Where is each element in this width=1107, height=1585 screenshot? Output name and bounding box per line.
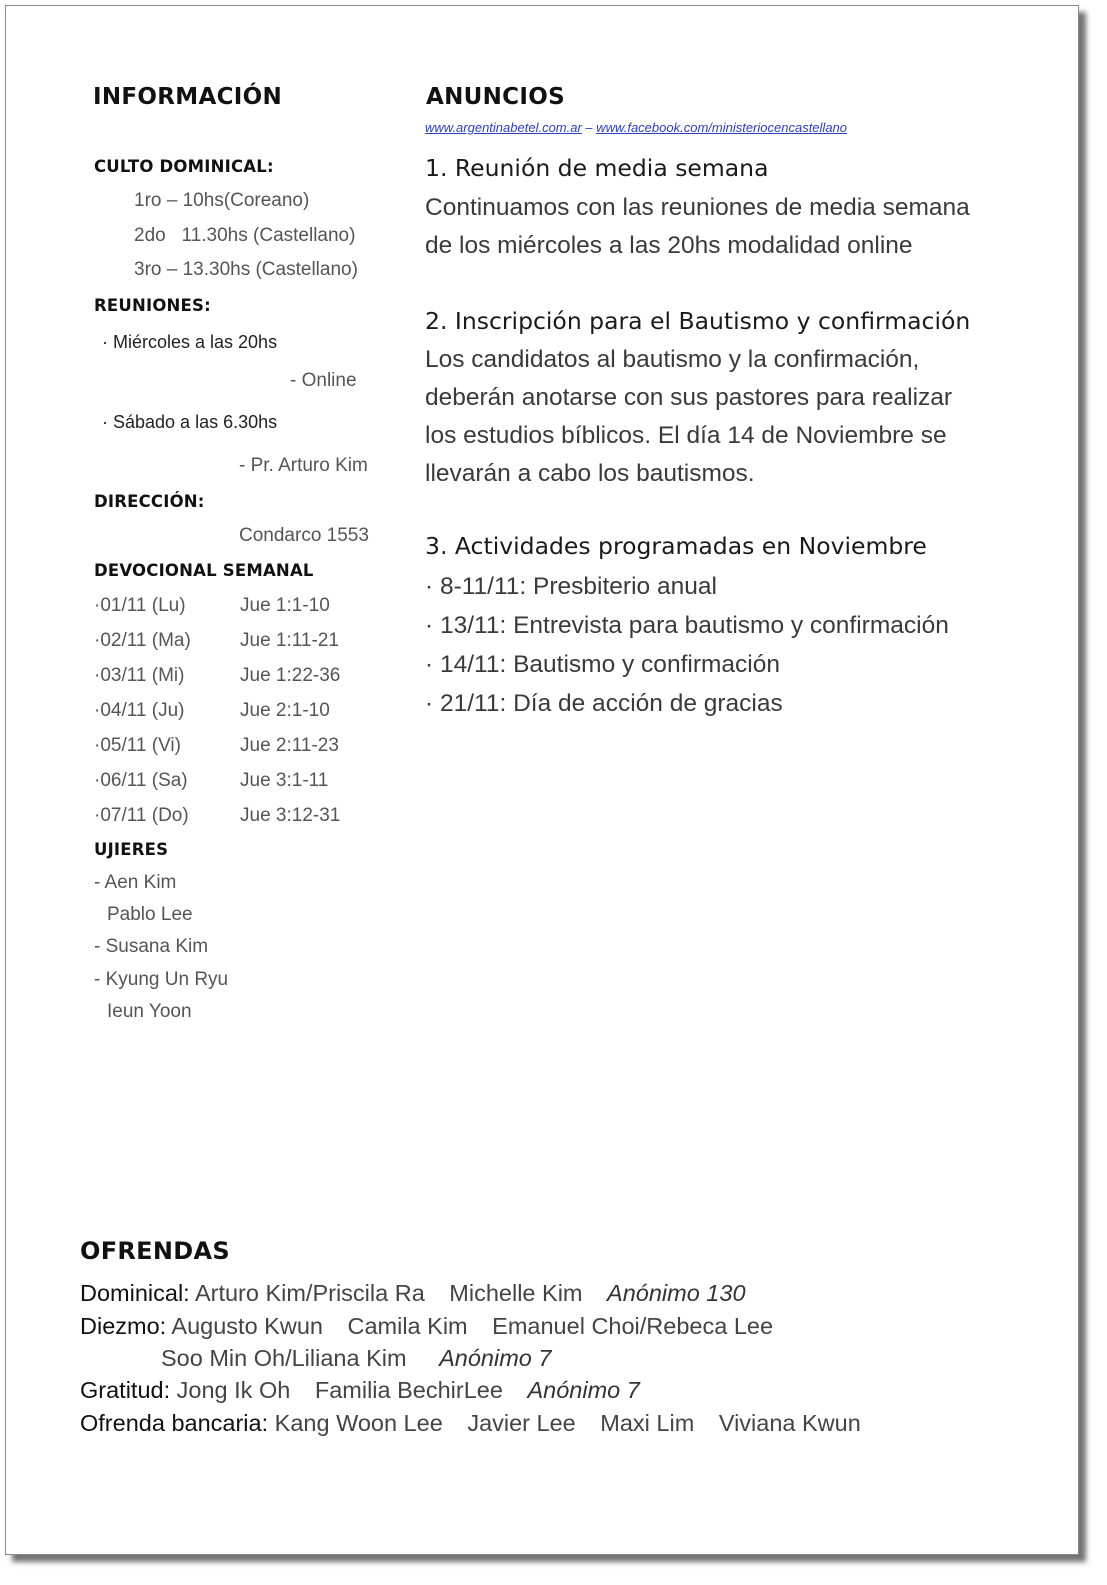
ofrenda-name: Familia BechirLee <box>314 1377 503 1403</box>
announcement-title: 2. Inscripción para el Bautismo y confirmación <box>425 307 971 335</box>
reunion-item-sub: - Pr. Arturo Kim <box>239 455 368 476</box>
devocional-date: ·02/11 (Ma) <box>94 630 191 651</box>
devocional-ref: Jue 2:11-23 <box>240 735 339 756</box>
ofrenda-diezmo <box>80 1313 791 1340</box>
announcement-line: Continuamos con las reuniones de media semana <box>425 194 970 221</box>
ofrenda-name: Michelle Kim <box>449 1280 583 1306</box>
announcement-title: 3. Actividades programadas en Noviembre <box>425 532 927 560</box>
reuniones-heading: REUNIONES: <box>94 296 211 315</box>
ofrenda-label: Dominical: <box>80 1280 190 1306</box>
ofrenda-name: Javier Lee <box>467 1410 576 1436</box>
announcement-line: · 14/11: Bautismo y confirmación <box>425 651 780 678</box>
link-separator: – <box>581 120 597 135</box>
ofrenda-anonymous: Anónimo 130 <box>607 1280 746 1306</box>
direccion-value: Condarco 1553 <box>239 525 369 546</box>
ujier-name: - Kyung Un Ryu <box>94 969 229 990</box>
reunion-item: · Miércoles a las 20hs <box>102 332 278 352</box>
announcement-line: de los miércoles a las 20hs modalidad online <box>425 232 913 259</box>
ofrenda-bancaria <box>80 1410 879 1437</box>
announcement-line: Los candidatos al bautismo y la confirmación, <box>425 346 920 373</box>
devocional-date: ·04/11 (Ju) <box>94 700 185 721</box>
ofrenda-anonymous: Anónimo 7 <box>527 1377 640 1403</box>
devocional-ref: Jue 2:1-10 <box>240 700 330 721</box>
ofrenda-name: Augusto Kwun <box>171 1313 323 1339</box>
devocional-heading: DEVOCIONAL SEMANAL <box>94 561 314 580</box>
info-title: INFORMACIÓN <box>93 84 283 110</box>
announcement-body <box>425 189 970 265</box>
ofrenda-name: Kang Woon Lee <box>274 1410 443 1436</box>
reunion-item-sub: - Online <box>290 370 357 391</box>
announcement-body <box>425 567 949 723</box>
devocional-date: ·03/11 (Mi) <box>94 665 185 686</box>
facebook-link[interactable]: www.facebook.com/ministeriocencastellano <box>596 120 848 135</box>
devocional-ref: Jue 3:12-31 <box>240 805 341 826</box>
ofrenda-diezmo-cont <box>161 1345 551 1372</box>
announcement-line: · 8-11/11: Presbiterio anual <box>425 573 717 600</box>
ofrenda-dominical <box>80 1280 746 1307</box>
ofrenda-label: Diezmo: <box>80 1313 167 1339</box>
website-link[interactable]: www.argentinabetel.com.ar <box>425 120 582 135</box>
ujier-name: Pablo Lee <box>107 904 193 925</box>
direccion-heading: DIRECCIÓN: <box>94 492 205 511</box>
ofrenda-gratitud <box>80 1377 640 1404</box>
ofrenda-label: Gratitud: <box>80 1377 171 1403</box>
ujieres-heading: UJIERES <box>94 840 169 859</box>
culto-item: 2do 11.30hs (Castellano) <box>134 225 356 246</box>
devocional-ref: Jue 1:11-21 <box>240 630 339 651</box>
ofrenda-name: Camila Kim <box>347 1313 468 1339</box>
ofrendas-title: OFRENDAS <box>80 1237 230 1265</box>
announcement-line: · 21/11: Día de acción de gracias <box>425 690 783 717</box>
ujier-name: - Aen Kim <box>94 872 177 893</box>
ofrenda-name: Arturo Kim/Priscila Ra <box>194 1280 425 1306</box>
announcement-title: 1. Reunión de media semana <box>425 154 769 182</box>
devocional-date: ·06/11 (Sa) <box>94 770 188 791</box>
announcement-body <box>425 341 952 493</box>
devocional-ref: Jue 1:1-10 <box>240 595 330 616</box>
announcement-line: deberán anotarse con sus pastores para realizar <box>425 384 953 411</box>
devocional-date: ·05/11 (Vi) <box>94 735 181 756</box>
announcement-line: los estudios bíblicos. El día 14 de Noviembre se <box>425 422 947 449</box>
anuncios-title: ANUNCIOS <box>426 84 565 110</box>
reunion-item: · Sábado a las 6.30hs <box>102 412 278 432</box>
ofrenda-name: Maxi Lim <box>600 1410 695 1436</box>
ofrenda-name: Jong Ik Oh <box>176 1377 291 1403</box>
anuncios-links <box>425 120 847 135</box>
ofrenda-name: Soo Min Oh/Liliana Kim <box>161 1345 407 1371</box>
culto-item: 3ro – 13.30hs (Castellano) <box>134 259 358 280</box>
culto-item: 1ro – 10hs(Coreano) <box>134 190 310 211</box>
devocional-ref: Jue 3:1-11 <box>240 770 329 791</box>
document-page <box>5 5 1079 1555</box>
devocional-date: ·07/11 (Do) <box>94 805 189 826</box>
ujier-name: Ieun Yoon <box>107 1001 192 1022</box>
announcement-line: llevarán a cabo los bautismos. <box>425 460 755 487</box>
ofrenda-name: Emanuel Choi/Rebeca Lee <box>492 1313 774 1339</box>
devocional-date: ·01/11 (Lu) <box>94 595 186 616</box>
ofrenda-name: Viviana Kwun <box>718 1410 861 1436</box>
ofrenda-label: Ofrenda bancaria: <box>80 1410 269 1436</box>
devocional-ref: Jue 1:22-36 <box>240 665 341 686</box>
announcement-line: · 13/11: Entrevista para bautismo y confirmación <box>425 612 949 639</box>
ujier-name: - Susana Kim <box>94 936 209 957</box>
culto-heading: CULTO DOMINICAL: <box>94 157 274 176</box>
ofrenda-anonymous: Anónimo 7 <box>439 1345 552 1371</box>
